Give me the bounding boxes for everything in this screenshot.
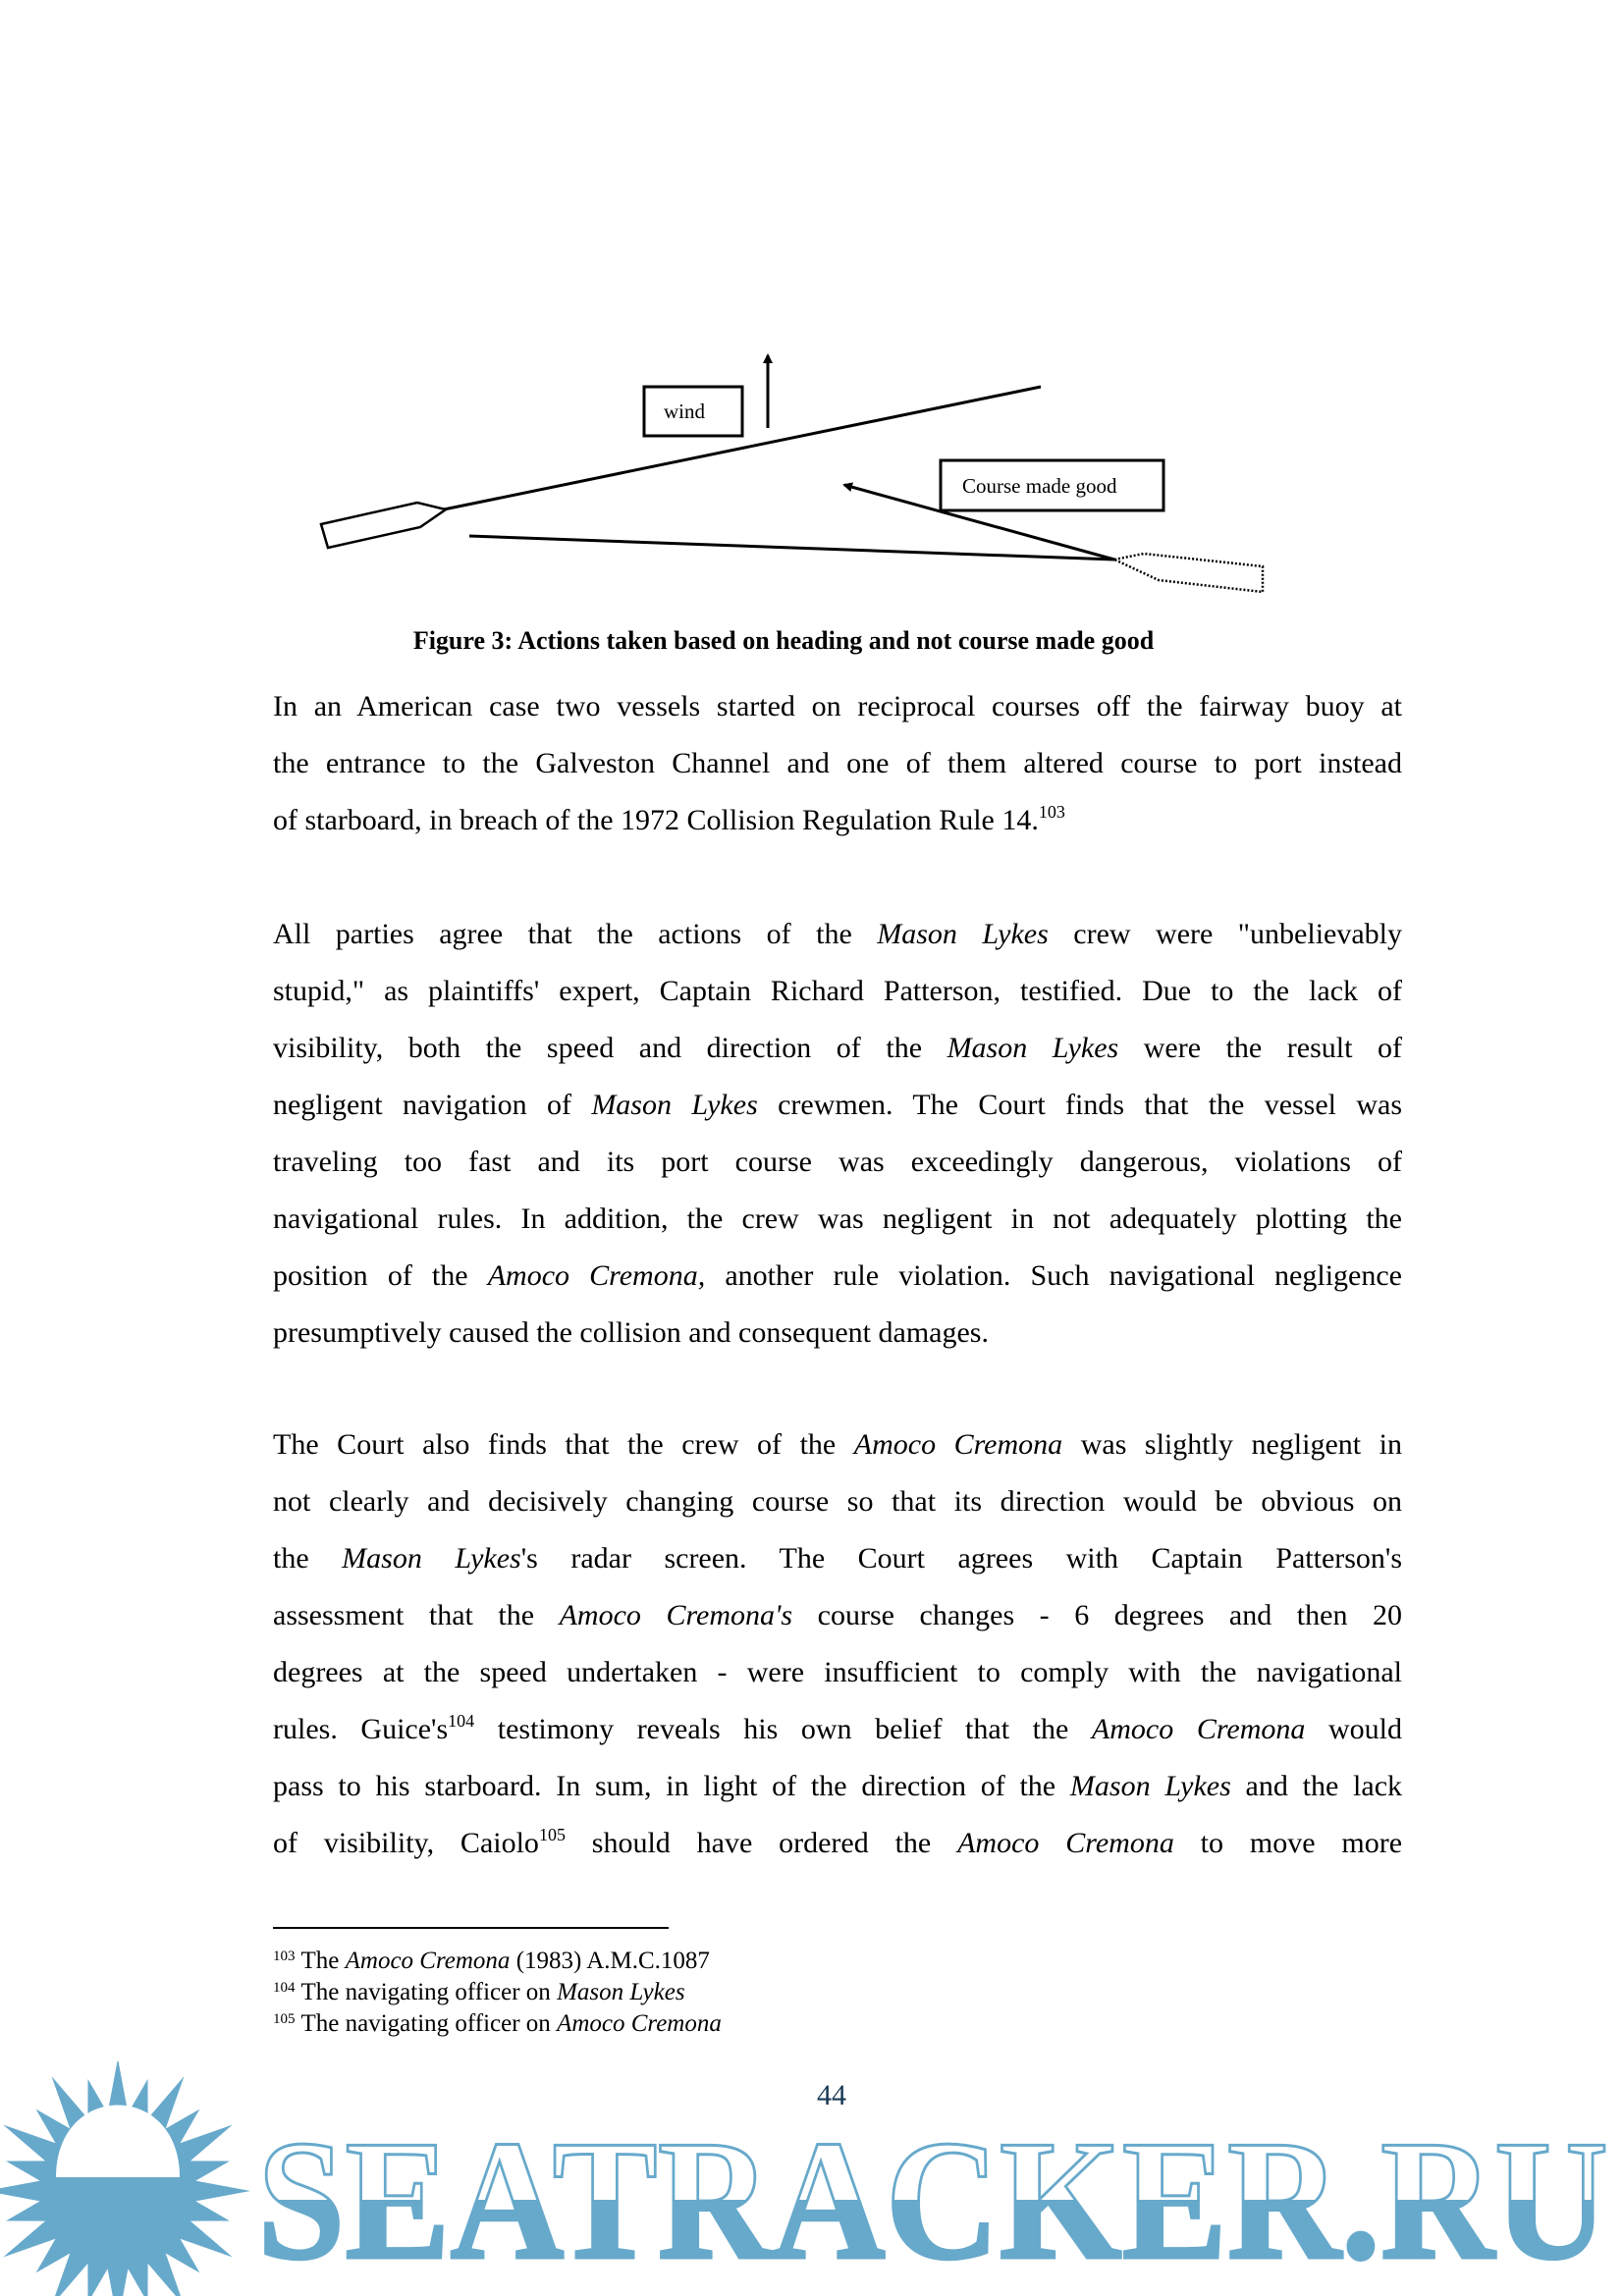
- text-run: navigational rules. In addition, the crew was negligent in not adequately plotting the: [273, 1202, 1402, 1235]
- text-line: [273, 678, 1402, 735]
- text-run: Amoco Cremona: [1091, 1713, 1306, 1745]
- text-run: of starboard, in breach of the 1972 Collision Regulation Rule 14.: [273, 804, 1039, 836]
- footnote: [273, 2008, 722, 2040]
- text-line: [273, 1077, 1402, 1134]
- wind-label: wind: [664, 400, 705, 423]
- text-line: [273, 1644, 1402, 1701]
- text-run: Amoco Cremona,: [487, 1259, 706, 1292]
- text-line: [273, 1587, 1402, 1644]
- text-run: negligent navigation of: [273, 1089, 592, 1121]
- text-line: [273, 1191, 1402, 1248]
- text-run: the entrance to the Galveston Channel and one of them altered course to port instead: [273, 747, 1402, 779]
- text-line: [273, 1530, 1402, 1587]
- page-number: 44: [817, 2079, 846, 2111]
- text-run: crew were "unbelievably: [1048, 918, 1402, 950]
- text-run: The: [300, 1948, 346, 1974]
- text-run: crewmen. The Court finds that the vessel was: [757, 1089, 1403, 1121]
- footnote-ref: 105: [538, 1825, 566, 1844]
- text-run: course changes - 6 degrees and then 20: [792, 1599, 1402, 1631]
- text-run: Mason Lykes: [557, 1979, 685, 2005]
- text-run: another rule violation. Such navigational negligence: [705, 1259, 1402, 1292]
- footnote-ref: 104: [273, 1980, 296, 1996]
- footnote-ref: 103: [273, 1949, 296, 1964]
- text-run: Mason Lykes: [342, 1542, 521, 1575]
- text-run: Mason Lykes: [1069, 1770, 1231, 1802]
- footnotes: [273, 1946, 722, 2040]
- text-run: should have ordered the: [565, 1827, 958, 1859]
- text-run: degrees at the speed undertaken - were insufficient to comply with the navigational: [273, 1656, 1402, 1688]
- text-line: [273, 1815, 1402, 1872]
- course-line: [469, 536, 1114, 560]
- sun-rays: [0, 2061, 250, 2296]
- text-line: [273, 1416, 1402, 1473]
- text-line: [273, 1020, 1402, 1077]
- figure-caption: Figure 3: Actions taken based on heading and not course made good: [412, 626, 1155, 655]
- body-paragraph: [273, 678, 1402, 849]
- text-line: [273, 1305, 1402, 1362]
- text-run: visibility, both the speed and direction of the: [273, 1032, 947, 1064]
- text-run: testimony reveals his own belief that the: [474, 1713, 1092, 1745]
- course-label: Course made good: [962, 474, 1117, 498]
- seatracker-watermark: [0, 2061, 1623, 2296]
- text-run: Mason Lykes: [947, 1032, 1119, 1064]
- body-paragraph: [273, 1416, 1402, 1872]
- text-run: The navigating officer on: [300, 1979, 558, 2005]
- vessel-left: [321, 503, 446, 548]
- watermark-text: SEATRACKER.RU: [257, 2105, 1608, 2295]
- text-line: [273, 735, 1402, 792]
- text-line: [273, 1134, 1402, 1191]
- text-run: not clearly and decisively changing course so that its direction would be obvious on: [273, 1485, 1402, 1518]
- text-run: were the result of: [1118, 1032, 1403, 1064]
- text-run: Mason Lykes: [877, 918, 1049, 950]
- text-run: presumptively caused the collision and consequent damages.: [273, 1316, 989, 1349]
- text-run: pass to his starboard. In sum, in light of the direction of the: [273, 1770, 1070, 1802]
- footnote-ref: 104: [448, 1711, 475, 1731]
- text-run: The Court also finds that the crew of the: [273, 1428, 854, 1461]
- footnote: [273, 1946, 722, 1977]
- text-line: [273, 1701, 1402, 1758]
- text-line: [273, 792, 1402, 849]
- text-run: would: [1305, 1713, 1402, 1745]
- text-run: position of the: [273, 1259, 488, 1292]
- sun-logo-icon: [0, 2061, 250, 2296]
- footnote-ref: 103: [1038, 802, 1065, 822]
- text-run: (1983) A.M.C.1087: [510, 1948, 710, 1974]
- text-run: In an American case two vessels started on reciprocal courses off the fairway buoy at: [273, 690, 1402, 722]
- text-run: to move more: [1173, 1827, 1403, 1859]
- text-run: was slightly negligent in: [1062, 1428, 1402, 1461]
- text-run: Amoco Cremona's: [559, 1599, 793, 1631]
- vessel-right-dotted: [1114, 554, 1263, 592]
- text-run: All parties agree that the actions of the: [273, 918, 878, 950]
- footnote: [273, 1977, 722, 2008]
- text-run: Amoco Cremona: [957, 1827, 1174, 1859]
- text-line: [273, 1473, 1402, 1530]
- figure-3-diagram: [0, 0, 1623, 628]
- text-run: Amoco Cremona: [853, 1428, 1063, 1461]
- text-run: traveling too fast and its port course was exceedingly dangerous, violations of: [273, 1146, 1402, 1178]
- text-line: [273, 963, 1402, 1020]
- text-run: rules. Guice's: [273, 1713, 449, 1745]
- text-line: [273, 1758, 1402, 1815]
- footnote-divider: [273, 1927, 669, 1929]
- text-line: [273, 1248, 1402, 1305]
- footnote-ref: 105: [273, 2011, 296, 2027]
- text-run: the: [273, 1542, 343, 1575]
- text-run: 's radar screen. The Court agrees with Captain Patterson's: [520, 1542, 1402, 1575]
- text-run: Amoco Cremona: [345, 1948, 511, 1974]
- text-run: of visibility, Caiolo: [273, 1827, 539, 1859]
- text-run: Mason Lykes: [591, 1089, 758, 1121]
- text-run: Amoco Cremona: [557, 2010, 722, 2037]
- text-run: The navigating officer on: [300, 2010, 558, 2037]
- text-run: stupid," as plaintiffs' expert, Captain Richard Patterson, testified. Due to the lack of: [273, 975, 1402, 1007]
- text-run: and the lack: [1230, 1770, 1403, 1802]
- body-paragraph: [273, 906, 1402, 1362]
- text-run: assessment that the: [273, 1599, 560, 1631]
- text-line: [273, 906, 1402, 963]
